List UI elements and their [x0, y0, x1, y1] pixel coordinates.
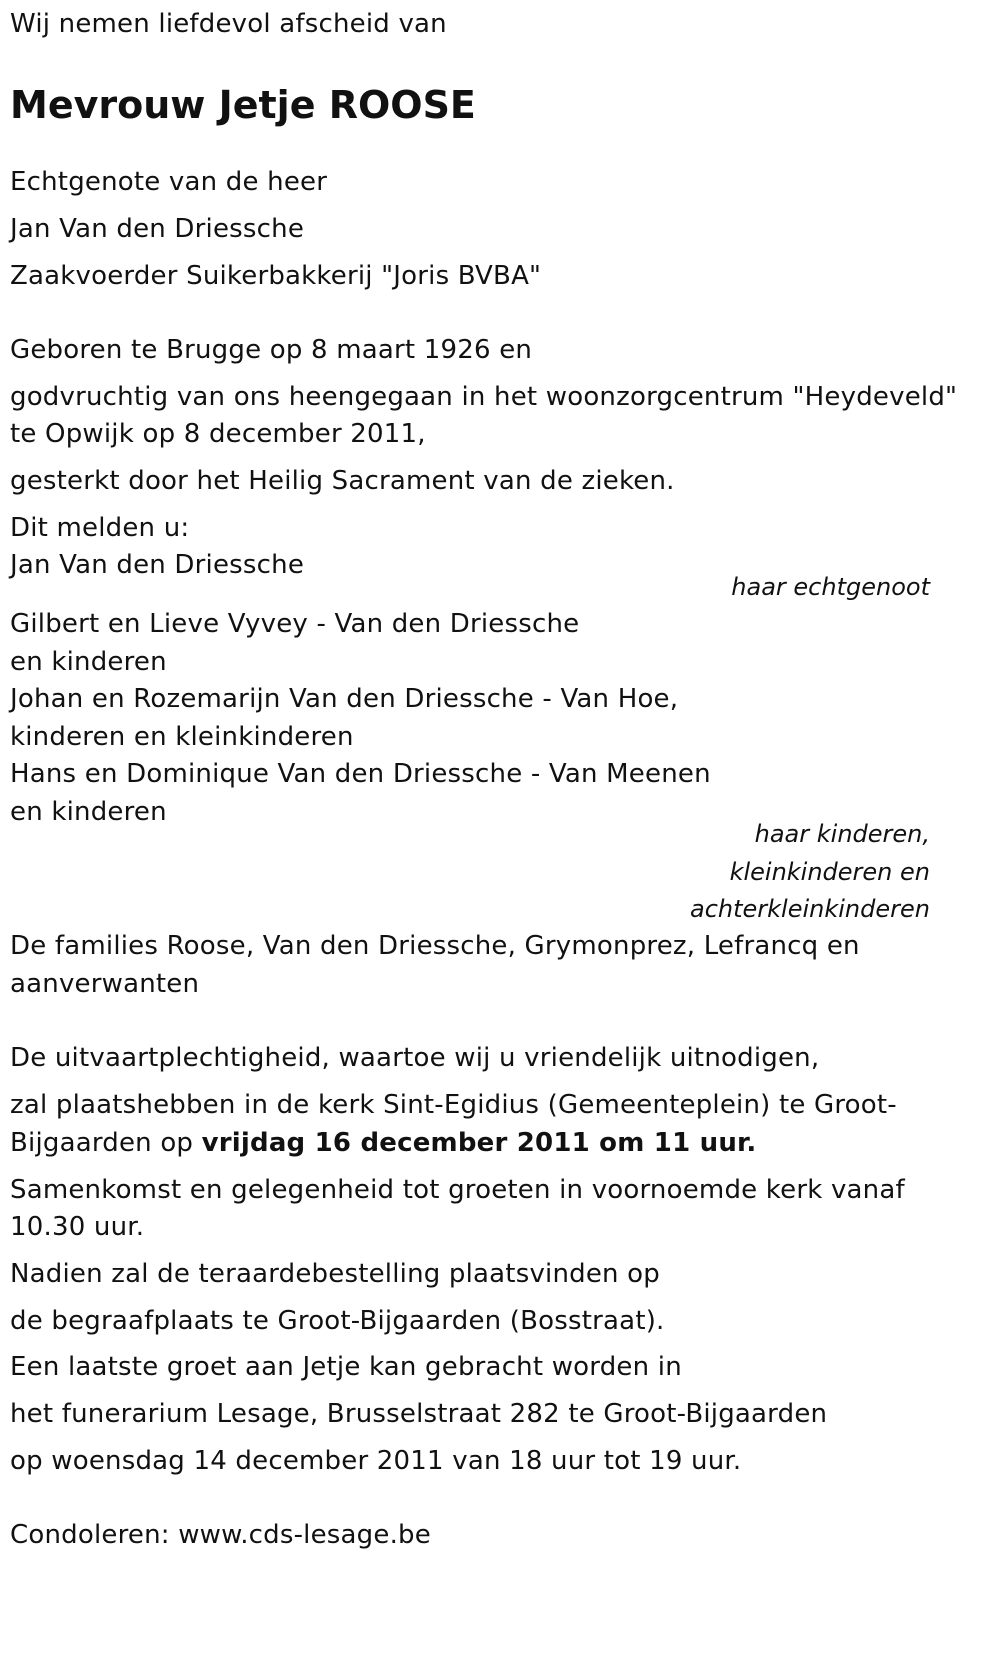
ceremony-line-6: Nadien zal de teraardebestelling plaatsvinden op: [10, 1259, 660, 1289]
families-line: De families Roose, Van den Driessche, Grymonprez, Lefrancq en: [10, 931, 860, 961]
birth-line-4: gesterkt door het Heilig Sacrament van de zieken.: [10, 466, 675, 496]
children-line: Gilbert en Lieve Vyvey - Van den Driessche: [10, 609, 580, 639]
children-line: Hans en Dominique Van den Driessche - Van Meenen: [10, 759, 711, 789]
ceremony-line-3: [10, 1127, 756, 1159]
deceased-name: Mevrouw Jetje ROOSE: [10, 83, 476, 127]
ceremony-datetime: vrijdag 16 december 2011 om 11 uur.: [201, 1128, 757, 1158]
intro-text: Wij nemen liefdevol afscheid van: [10, 9, 447, 39]
children-role-line: kleinkinderen en: [729, 858, 930, 886]
announcer-husband: Jan Van den Driessche: [10, 550, 305, 580]
ceremony-line-2: zal plaatshebben in de kerk Sint-Egidius (Gemeenteplein) te Groot-: [10, 1090, 897, 1120]
condolences-link[interactable]: Condoleren: www.cds-lesage.be: [10, 1520, 431, 1550]
spouse-line-3: Zaakvoerder Suikerbakkerij "Joris BVBA": [10, 261, 542, 291]
children-line: Johan en Rozemarijn Van den Driessche - Van Hoe,: [10, 684, 679, 714]
families-line: aanverwanten: [10, 969, 200, 999]
ceremony-line-9: het funerarium Lesage, Brusselstraat 282 te Groot-Bijgaarden: [10, 1399, 828, 1429]
ceremony-line-1: De uitvaartplechtigheid, waartoe wij u vriendelijk uitnodigen,: [10, 1043, 820, 1073]
ceremony-line-7: de begraafplaats te Groot-Bijgaarden (Bosstraat).: [10, 1306, 665, 1336]
children-role-line: achterkleinkinderen: [690, 895, 930, 923]
birth-line-2: godvruchtig van ons heengegaan in het woonzorgcentrum "Heydeveld": [10, 382, 958, 412]
ceremony-line-10: op woensdag 14 december 2011 van 18 uur tot 19 uur.: [10, 1446, 742, 1476]
children-line: kinderen en kleinkinderen: [10, 722, 354, 752]
ceremony-line-4: Samenkomst en gelegenheid tot groeten in voornoemde kerk vanaf: [10, 1175, 905, 1205]
husband-role: haar echtgenoot: [731, 573, 930, 601]
birth-line-3: te Opwijk op 8 december 2011,: [10, 419, 426, 449]
ceremony-line-5: 10.30 uur.: [10, 1212, 145, 1242]
children-line: en kinderen: [10, 647, 167, 677]
children-line: en kinderen: [10, 797, 167, 827]
children-role-line: haar kinderen,: [754, 820, 930, 848]
announcers-intro: Dit melden u:: [10, 513, 190, 543]
ceremony-place: Bijgaarden op: [10, 1128, 202, 1158]
ceremony-line-8: Een laatste groet aan Jetje kan gebracht worden in: [10, 1352, 682, 1382]
birth-line-1: Geboren te Brugge op 8 maart 1926 en: [10, 335, 533, 365]
spouse-line-2: Jan Van den Driessche: [10, 214, 305, 244]
spouse-line-1: Echtgenote van de heer: [10, 167, 328, 197]
